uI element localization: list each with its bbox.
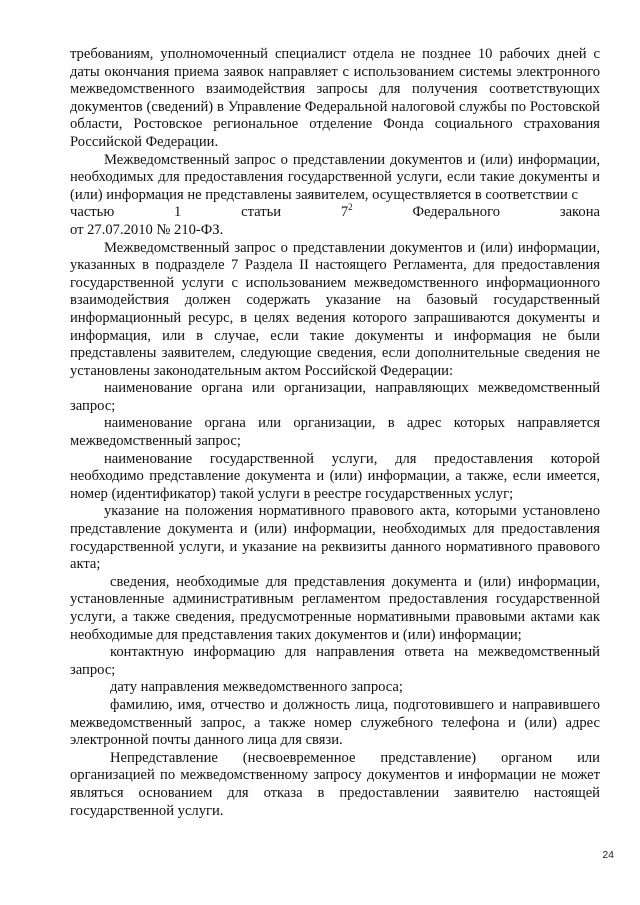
paragraph-non-submission: Непредставление (несвоевременное представление) органом или организацией по межведомственному запросу документов и информации не может являться основанием для отказа в предоставлении заявителю настоящей государственной услуги. <box>70 749 600 819</box>
law-ref-word: Федерального <box>412 204 501 221</box>
list-item-service: наименование государственной услуги, для предоставления которой необходимо представление документа и (или) информации, а также, если имеется, номер (идентификатор) такой услуги в реестре государственных услуг; <box>70 450 600 502</box>
law-reference-line <box>70 204 600 222</box>
paragraph-request-content: Межведомственный запрос о представлении документов и (или) информации, указанных в подразделе 7 Раздела II настоящего Регламента, для предоставления государственной услуги с использованием межведомственного информационного взаимодействия должен содержать указание на базовый государственный информационный ресурс, в целях ведения которого запрашиваются документы и информация, или в случае, если такие документы и информация не были представлены заявителем, следующие сведения, если дополнительные сведения не установлены законодательным актом Российской Федерации: <box>70 239 600 379</box>
list-item-date: дату направления межведомственного запроса; <box>110 679 403 696</box>
law-ref-word: закона <box>559 204 600 221</box>
law-ref-superscript: 2 <box>348 202 353 213</box>
page-number: 24 <box>602 849 614 861</box>
law-ref-word: 1 <box>174 204 182 221</box>
list-item-legal-act: указание на положения нормативного правового акта, которыми установлено представление документа и (или) информации, необходимых для предоставления государственной услуги, и указание на реквизиты данного нормативного правового акта; <box>70 503 600 573</box>
list-item-responsible-person: фамилию, имя, отчество и должность лица, подготовившего и направившего межведомственный запрос, а также номер служебного телефона и (или) адрес электронной почты данного лица для связи. <box>70 696 600 749</box>
law-reference-tail: от 27.07.2010 № 210-ФЗ. <box>70 221 224 238</box>
list-item-required-info: сведения, необходимые для представления документа и (или) информации, установленные административным регламентом предоставления государственной услуги, а также сведения, предусмотренные нормативными правовыми актами как необходимые для представления таких документов и (или) информации; <box>70 573 600 643</box>
law-ref-article: $7^2$ <box>340 202 353 221</box>
paragraph-intro: требованиям, уполномоченный специалист отдела не позднее 10 рабочих дней с даты окончания приема заявок направляет с использованием системы электронного межведомственного взаимодействия запросы для получения соответствующих документов (сведений) в Управление Федеральной налоговой службы по Ростовской области, Ростовское региональное отделение Фонда социального страхования Российской Федерации. <box>70 46 600 150</box>
list-item-contact: контактную информацию для направления ответа на межведомственный запрос; <box>70 644 600 678</box>
law-ref-word: статьи <box>241 204 282 221</box>
paragraph-interagency-request: Межведомственный запрос о представлении документов и (или) информации, необходимых для предоставления государственной услуги, если такие документы и (или) информация не представлены заявителем, осуществляется в соответствии с <box>70 151 600 203</box>
document-body <box>70 46 600 820</box>
law-ref-word: частью <box>70 204 115 221</box>
list-item-sender: наименование органа или организации, направляющих межведомственный запрос; <box>70 380 600 414</box>
list-item-recipient: наименование органа или организации, в адрес которых направляется межведомственный запрос; <box>70 415 600 450</box>
